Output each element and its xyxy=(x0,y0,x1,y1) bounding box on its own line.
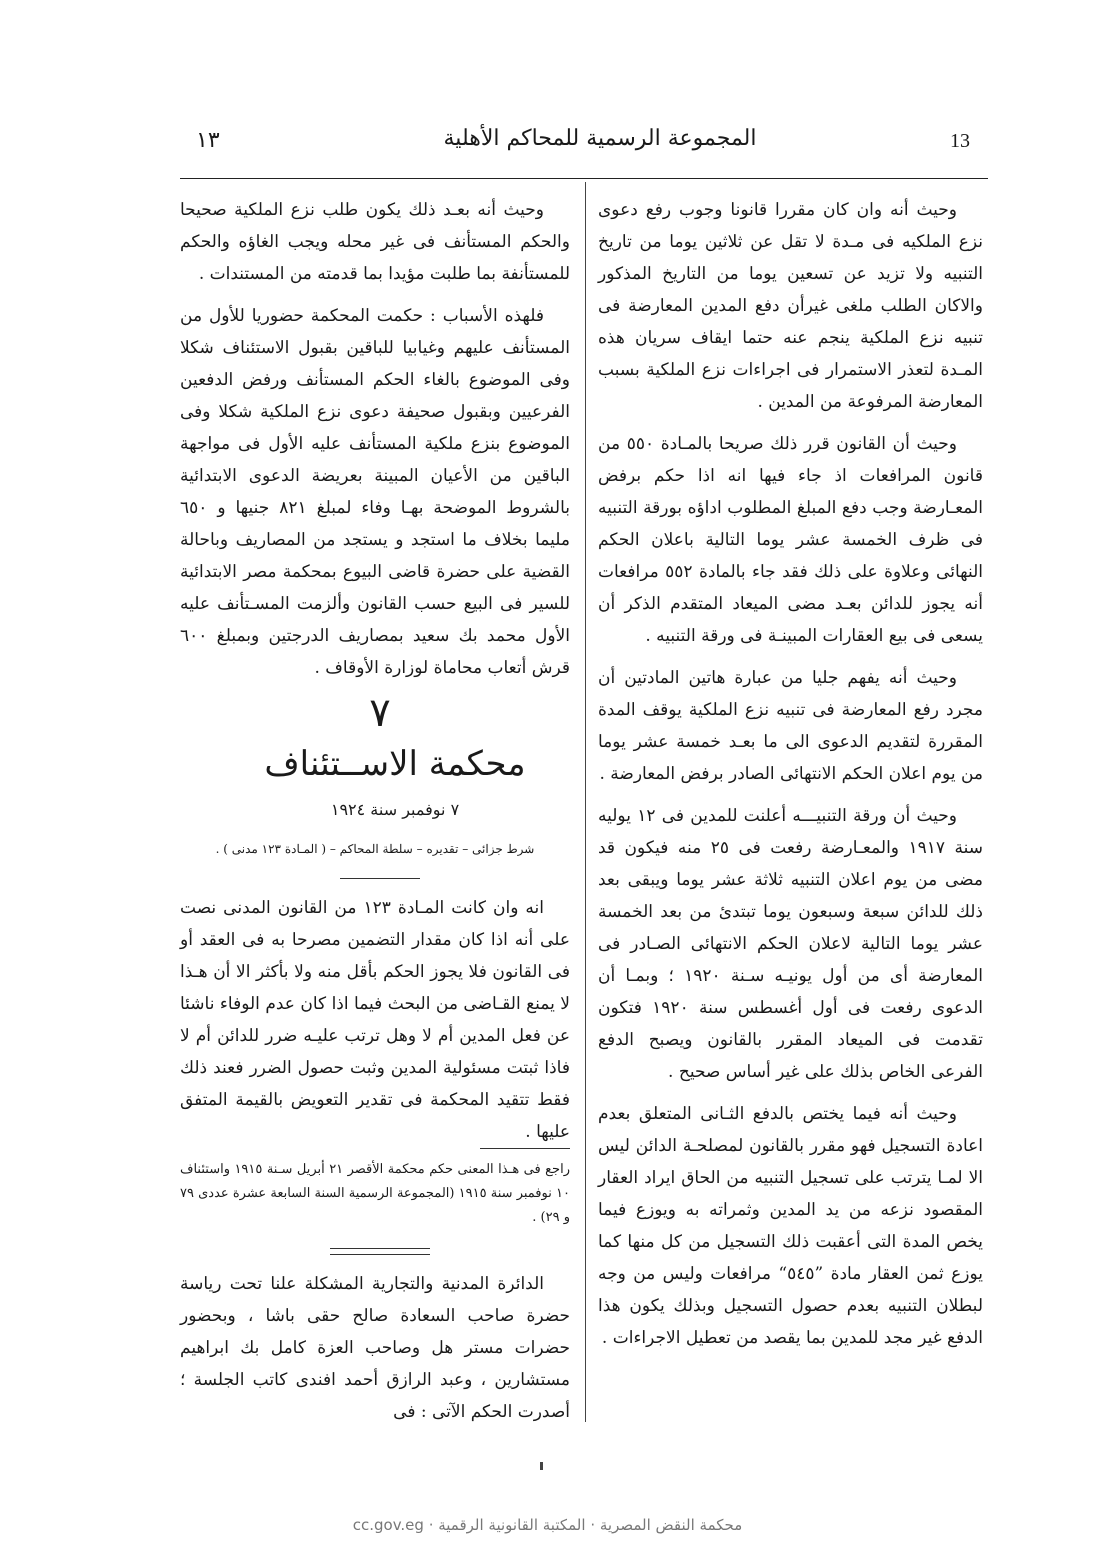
section-rule xyxy=(340,878,420,879)
paragraph: وحيث أنه وان كان مقررا قانونا وجوب رفع دعوى نزع الملكيه فى مـدة لا تقل عن ثلاثين يوما من تاريخ التنبيه ولا تزيد عن تسعين يوما من التاريخ المذكور والاكان الطلب ملغى غيرأن دفع المدين المعارضة فى تنبيه نزع الملكية ينجم عنه حتما ايقاف سريان هذه المـدة لتعذر الاستمرار فى اجراءات نزع الملكية بسبب المعارضة المرفوعة من المدين . xyxy=(598,200,983,412)
paragraph: وحيث أنه يفهم جليا من عبارة هاتين المادتين أن مجرد رفع المعارضة فى تنبيه نزع الملكية يوقف المدة المقررة لتقديم الدعوى الى ما بعـد خمسة عشر يوما من يوم اعلان الحكم الانتهائى الصادر برفض المعارضة . xyxy=(598,668,983,784)
running-header-title: المجموعة الرسمية للمحاكم الأهلية xyxy=(443,126,757,151)
right-column xyxy=(598,194,983,1364)
left-column-top xyxy=(180,194,570,694)
footnote-rule xyxy=(480,1148,570,1149)
footer-watermark: cc.gov.eg · محكمة النقض المصرية · المكتبة القانونية الرقمية xyxy=(352,1516,743,1534)
paragraph: فلهذه الأسباب : حكمت المحكمة حضوريا للأول من المستأنف عليهم وغيابيا للباقين بقبول الاستئناف شكلا وفى الموضوع بالغاء الحكم المستأنف ورفض الدفعين الفرعيين وبقبول صحيفة دعوى نزع الملكية شكلا وفى الموضوع بنزع ملكية المستأنف عليه الأول فى مواجهة الباقين من الأعيان المبينة بعريضة الدعوى الابتدائية بالشروط الموضحة بهـا وفاء لمبلغ ٨٢١ جنيها و ٦٥٠ مليما بخلاف ما استجد و يستجد من المصاريف وباحالة القضية على حضرة قاضى البيوع بمحكمة مصر الابتدائية للسير فى البيع حسب القانون وألزمت المسـتأنف عليه الأول محمد بك سعيد بمصاريف الدرجتين وبمبلغ ٦٠٠ قرش أتعاب محاماة لوزارة الأوقاف . xyxy=(180,306,570,678)
header-rule xyxy=(180,178,988,179)
page-number-latin: 13 xyxy=(950,130,970,152)
column-divider xyxy=(585,182,586,1422)
court-title: محكمة الاســتئناف xyxy=(264,744,526,784)
double-rule xyxy=(330,1248,430,1255)
case-keywords: شرط جزائى – تقديره – سلطة المحاكم – ( المـادة ١٢٣ مدنى ) . xyxy=(215,842,535,856)
court-composition xyxy=(180,1268,570,1438)
paragraph: وحيث أنه فيما يختص بالدفع الثـانى المتعلق بعدم اعادة التسجيل فهو مقرر بالقانون لمصلحـة الدائن ليس الا لمـا يترتب على تسجيل التنبيه من الحاق ايراد العقار المقصود نزعه من يد المدين وثمراته به ويوزع فيما يخص المدة التى أعقبت ذلك التسجيل من كل منها كما يوزع ثمن العقار مادة ”٥٤٥“ مرافعات وليس من وجه لبطلان التنبيه بعدم حصول التسجيل وبذلك يكون هذا الدفع غير مجد للمدين بما يقصد من تعطيل الاجراءات . xyxy=(598,1104,983,1348)
headnote xyxy=(180,892,570,1158)
case-date: ٧ نوفمبر سنة ١٩٢٤ xyxy=(330,800,460,819)
footnote: راجع فى هـذا المعنى حكم محكمة الأقصر ٢١ أبريل سـنة ١٩١٥ واستئناف ١٠ نوفمبر سنة ١٩١٥ (المجموعة الرسمية السنة السابعة عشرة عددى ٧٩ و ٢٩) . xyxy=(180,1162,570,1225)
paragraph: وحيث أنه بعـد ذلك يكون طلب نزع الملكية صحيحا والحكم المستأنف فى غير محله ويجب الغاؤه والحكم للمستأنفة بما طلبت مؤيدا بما قدمته من المستندات . xyxy=(180,200,570,284)
paragraph: وحيث أن ورقة التنبيـــه أعلنت للمدين فى ١٢ يوليه سنة ١٩١٧ والمعـارضة رفعت فى ٢٥ منه فيكون قد مضى من يوم اعلان التنبيه ثلاثة عشر يوما ويبقى بعد ذلك للدائن سبعة وسبعون يوما تبتدئ من بعد الخمسة عشر يوما التالية لاعلان الحكم الانتهائى الصـادر فى المعارضة أى من أول يونيـه سـنة ١٩٢٠ ؛ وبمـا أن الدعوى رفعت فى أول أغسطس سنة ١٩٢٠ فتكون تقدمت فى الميعاد المقرر بالقانون ويصبح الدفع الفرعى الخاص بذلك على غير أساس صحيح . xyxy=(598,806,983,1082)
case-number: ٧ xyxy=(369,690,391,736)
page-mark xyxy=(540,1462,543,1470)
paragraph: وحيث أن القانون قرر ذلك صريحا بالمـادة ٥٥٠ من قانون المرافعات اذ جاء فيها انه اذا حكم برفض المعـارضة وجب دفع المبلغ المطلوب اداؤه بورقة التنبيه فى ظرف الخمسة عشر يوما التالية باعلان الحكم النهائى وعلاوة على ذلك فقد جاء بالمادة ٥٥٢ مرافعات أنه يجوز للدائن بعـد مضى الميعاد المتقدم الذكر أن يسعى فى بيع العقارات المبينـة فى ورقة التنبيه . xyxy=(598,434,983,646)
paragraph: انه وان كانت المـادة ١٢٣ من القانون المدنى نصت على أنه اذا كان مقدار التضمين مصرحا به فى العقد أو فى القانون فلا يجوز الحكم بأقل منه ولا بأكثر الا أن هـذا لا يمنع القـاضى من البحث فيما اذا كان عدم الوفاء ناشئا عن فعل المدين أم لا وهل ترتب عليـه ضرر للدائن أم لا فاذا ثبتت مسئولية المدين وثبت حصول الضرر فعند ذلك فقط تتقيد المحكمة فى تقدير التعويض بالقيمة المتفق عليها . xyxy=(180,898,570,1142)
page-number-arabic: ١٣ xyxy=(196,128,220,153)
paragraph: الدائرة المدنية والتجارية المشكلة علنا تحت رياسة حضرة صاحب السعادة صالح حقى باشا ، وبحضور حضرات مستر هل وصاحب العزة كامل بك ابراهيم مستشارين ، وعبد الرازق أحمد افندى كاتب الجلسة ؛ أصدرت الحكم الآتى : فى xyxy=(180,1274,570,1422)
